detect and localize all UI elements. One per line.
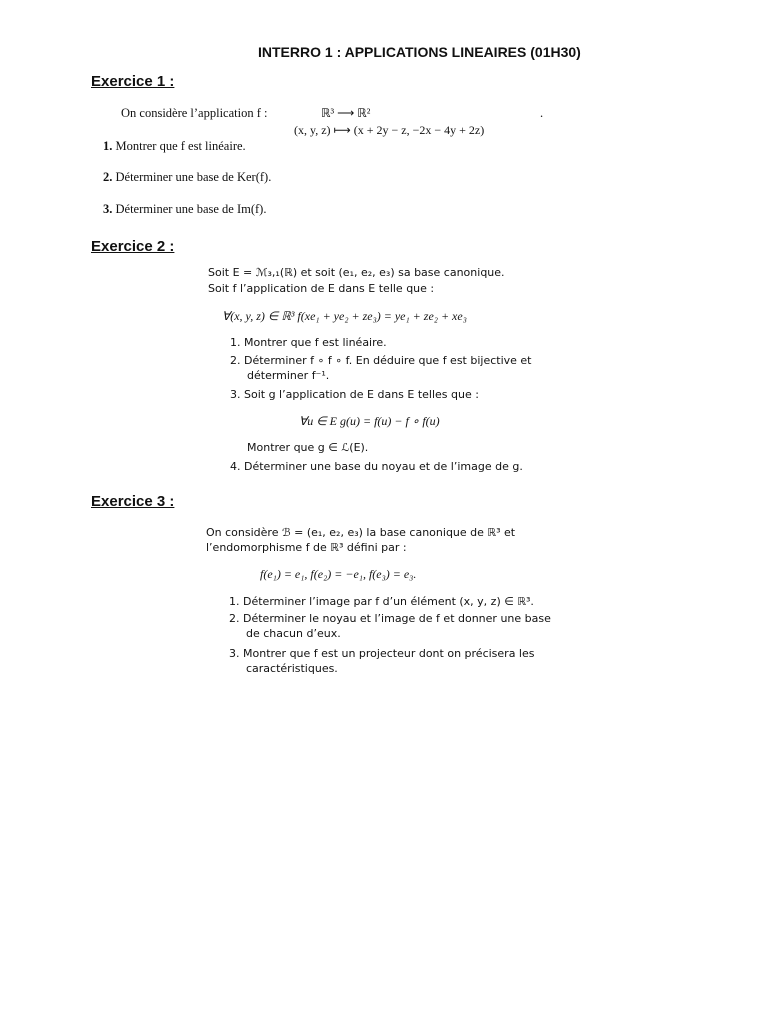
exercise-1-item-2 <box>103 170 271 185</box>
item-number: 3. <box>230 388 241 401</box>
exercise-3-line-1: On considère ℬ = (e₁, e₂, e₃) la base canonique de ℝ³ et <box>206 526 516 539</box>
item-text: Déterminer une base du noyau et de l’image de g. <box>244 460 523 473</box>
item-text: Déterminer une base de Ker(f). <box>115 170 272 184</box>
exercise-1-heading: Exercice 1 : <box>91 73 175 90</box>
exercise-1-item-1 <box>103 139 246 154</box>
exercise-3-item-3 <box>229 647 534 660</box>
item-text: Déterminer le noyau et l’image de f et donner une base <box>243 612 551 625</box>
item-number: 3. <box>103 202 113 216</box>
exercise-3-item-2-continued: de chacun d’eux. <box>246 627 341 640</box>
item-number: 2. <box>229 612 240 625</box>
exercise-2-line-1: Soit E = ℳ₃,₁(ℝ) et soit (e₁, e₂, e₃) sa base canonique. <box>208 266 505 279</box>
exercise-2-item-3 <box>230 388 479 401</box>
item-text: Montrer que f est linéaire. <box>115 139 246 153</box>
exercise-2-formula-g: ∀u ∈ E g(u) = f(u) − f ∘ f(u) <box>299 414 440 428</box>
exercise-3-item-3-continued: caractéristiques. <box>246 662 338 675</box>
exercise-2-item-2 <box>230 354 532 367</box>
exercise-3-item-1 <box>229 595 534 608</box>
exercise-1-intro: On considère l’application f : <box>121 106 268 120</box>
exercise-1-item-3 <box>103 202 266 217</box>
exercise-2-heading: Exercice 2 : <box>91 238 175 255</box>
document-title: INTERRO 1 : APPLICATIONS LINEAIRES (01H30) <box>258 44 581 60</box>
item-text: Déterminer une base de Im(f). <box>115 202 267 216</box>
exercise-1-map-bottom: (x, y, z) ⟼ (x + 2y − z, −2x − 4y + 2z) <box>294 123 485 137</box>
item-text: Soit g l’application de E dans E telles que : <box>244 388 479 401</box>
exercise-2-item-1 <box>230 336 387 349</box>
exercise-3-item-2 <box>229 612 551 625</box>
item-number: 1. <box>230 336 241 349</box>
exercise-3-heading: Exercice 3 : <box>91 493 175 510</box>
exercise-2-formula: ∀(x, y, z) ∈ ℝ³ f(xe₁ + ye₂ + ze₃) = ye₁ + ze₂ + xe₃ <box>222 309 467 323</box>
item-number: 2. <box>103 170 113 184</box>
exercise-2-show-g: Montrer que g ∈ ℒ(E). <box>247 441 369 454</box>
item-text: Déterminer f ∘ f ∘ f. En déduire que f est bijective et <box>244 354 532 367</box>
item-number: 2. <box>230 354 241 367</box>
exercise-2-item-4 <box>230 460 523 473</box>
item-number: 4. <box>230 460 241 473</box>
exercise-3-formula: f(e₁) = e₁, f(e₂) = −e₁, f(e₃) = e₃. <box>260 567 417 581</box>
item-number: 3. <box>229 647 240 660</box>
item-number: 1. <box>229 595 240 608</box>
item-text: Déterminer l’image par f d’un élément (x, y, z) ∈ ℝ³. <box>243 595 534 608</box>
item-text: Montrer que f est linéaire. <box>244 336 387 349</box>
exercise-1-map-dot: . <box>540 106 544 120</box>
item-number: 1. <box>103 139 113 153</box>
exercise-2-item-2-continued: déterminer f⁻¹. <box>247 369 330 382</box>
exercise-2-line-2: Soit f l’application de E dans E telle que : <box>208 282 435 295</box>
item-text: Montrer que f est un projecteur dont on précisera les <box>243 647 535 660</box>
exercise-1-map-top: ℝ³ ⟶ ℝ² <box>321 106 371 120</box>
exercise-3-line-2: l’endomorphisme f de ℝ³ défini par : <box>206 541 407 554</box>
